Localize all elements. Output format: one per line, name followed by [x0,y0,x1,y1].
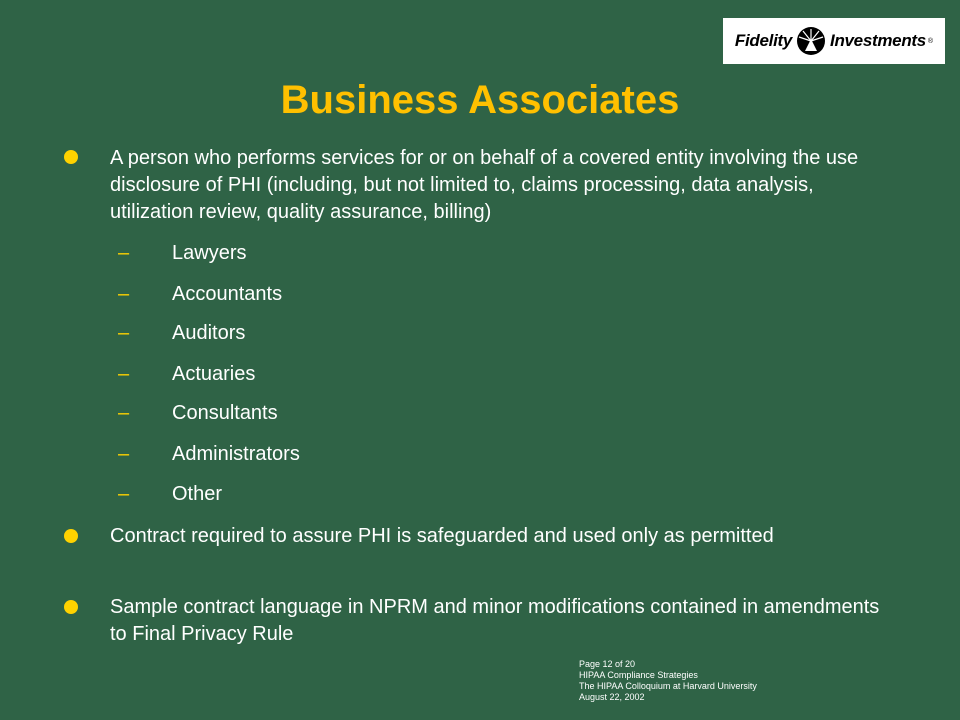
sub-item-auditors: Auditors [172,322,246,344]
sub-item-other: Other [172,483,223,505]
registered-mark-icon: ® [927,37,934,45]
footer-line-3: August 22, 2002 [579,692,645,702]
dash-icon: – [118,402,130,424]
dash-icon: – [118,443,130,465]
sub-item-consultants: Consultants [172,402,278,424]
sub-item-lawyers: Lawyers [172,242,247,264]
bullet-text-1: A person who performs services for or on behalf of a covered entity involving the use disclosure of PHI (including, but not limited to, claims processing, data analysis, utilization review, quality assurance, billing) [110,147,859,223]
logo-left-word: Fidelity [734,31,793,50]
slide-title: Business Associates [280,78,680,122]
bullet-text-2: Contract required to assure PHI is safeguarded and used only as permitted [110,525,774,547]
slide-footer [579,659,757,703]
footer-line-1: HIPAA Compliance Strategies [579,670,698,680]
dash-icon: – [118,283,130,305]
pyramid-sunburst-icon [796,26,826,56]
bullet-text-3: Sample contract language in NPRM and minor modifications contained in amendments to Final Privacy Rule [110,596,880,645]
dash-icon: – [118,242,130,264]
bullet-dot-icon [64,529,78,543]
footer-page-number: Page 12 of 20 [579,659,636,669]
bullet-dot-icon [64,150,78,164]
bullet-dot-icon [64,600,78,614]
sub-item-actuaries: Actuaries [172,363,256,385]
dash-icon: – [118,363,130,385]
logo-right-word: Investments [830,31,926,50]
footer-line-2: The HIPAA Colloquium at Harvard University [579,681,757,691]
sub-item-administrators: Administrators [172,443,300,465]
fidelity-logo [723,18,945,64]
dash-icon: – [118,322,130,344]
sub-item-accountants: Accountants [172,283,283,305]
dash-icon: – [118,483,130,505]
